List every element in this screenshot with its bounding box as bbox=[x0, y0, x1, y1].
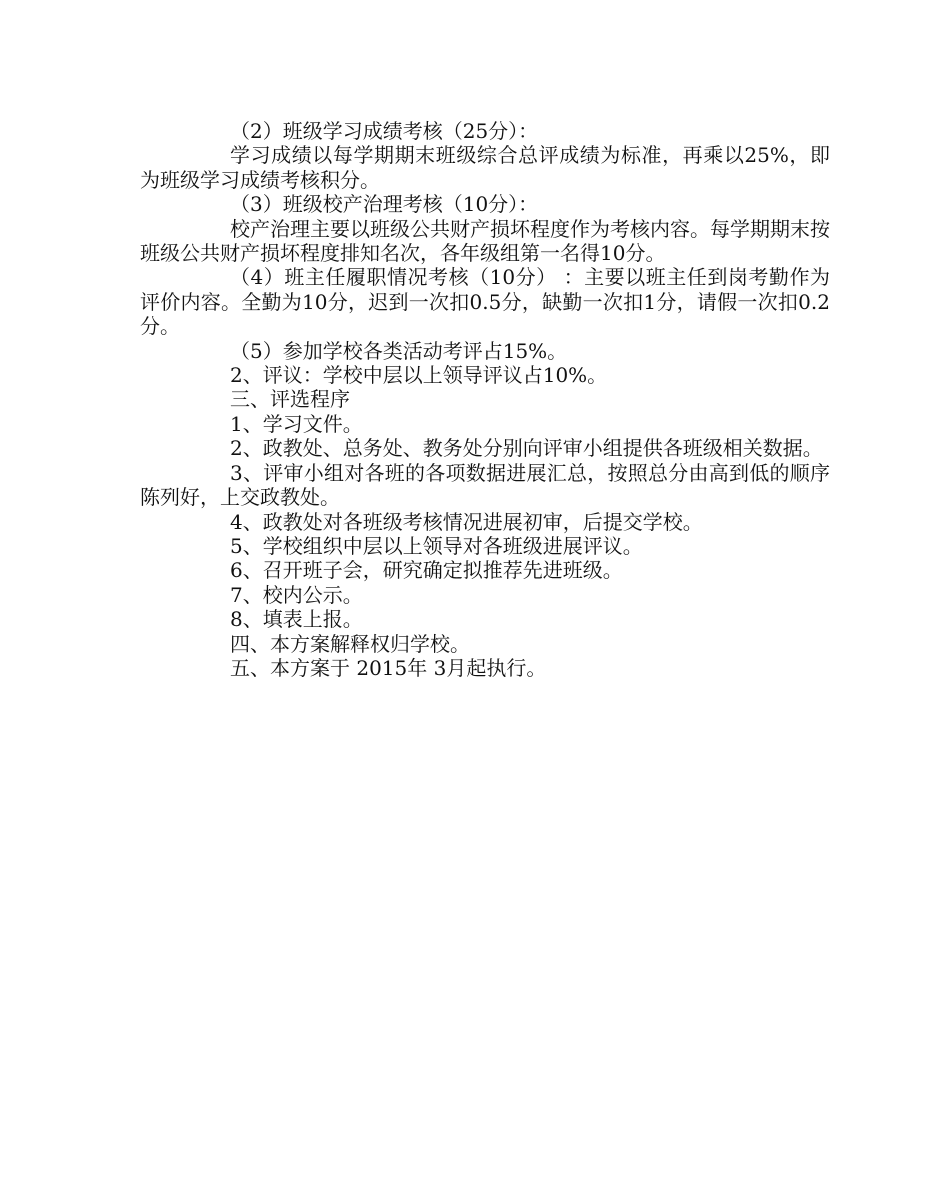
paragraph-property-heading: （3）班级校产治理考核（10分）： bbox=[230, 192, 539, 217]
paragraph-study-score-heading: （2）班级学习成绩考核（25分）： bbox=[230, 119, 539, 143]
paragraph-teacher-attendance: （4）班主任履职情况考核（10分） ：主要以班主任到岗考勤作为评价内容。全勤为10分，迟到一次扣0.5分，缺勤一次扣1分，请假一次扣0.2分。 bbox=[140, 265, 830, 339]
section-heading-interpretation: 四、本方案解释权归学校。 bbox=[230, 631, 470, 656]
procedure-step-1: 1、学习文件。 bbox=[230, 411, 363, 436]
document-page bbox=[140, 119, 830, 680]
paragraph-evaluation: 2、评议：学校中层以上领导评议占10%。 bbox=[230, 363, 608, 388]
paragraph-activities: （5）参加学校各类活动考评占15%。 bbox=[230, 338, 568, 363]
paragraph-study-score-body: 学习成绩以每学期期末班级综合总评成绩为标准，再乘以25%，即为班级学习成绩考核积分。 bbox=[140, 143, 830, 192]
procedure-step-5: 5、学校组织中层以上领导对各班级进展评议。 bbox=[230, 533, 643, 558]
procedure-step-7: 7、校内公示。 bbox=[230, 582, 363, 607]
section-heading-procedure: 三、评选程序 bbox=[230, 387, 350, 412]
procedure-step-2: 2、政教处、总务处、教务处分别向评审小组提供各班级相关数据。 bbox=[230, 436, 823, 461]
procedure-step-6: 6、召开班子会，研究确定拟推荐先进班级。 bbox=[230, 558, 623, 583]
procedure-step-8: 8、填表上报。 bbox=[230, 607, 363, 632]
section-heading-effective-date: 五、本方案于 2015年 3月起执行。 bbox=[230, 655, 547, 680]
procedure-step-4: 4、政教处对各班级考核情况进展初审，后提交学校。 bbox=[230, 509, 703, 534]
paragraph-property-body: 校产治理主要以班级公共财产损坏程度作为考核内容。每学期期末按班级公共财产损坏程度排知名次，各年级组第一名得10分。 bbox=[140, 216, 830, 266]
procedure-step-3: 3、评审小组对各班的各项数据进展汇总，按照总分由高到低的顺序陈列好，上交政教处。 bbox=[140, 460, 830, 510]
